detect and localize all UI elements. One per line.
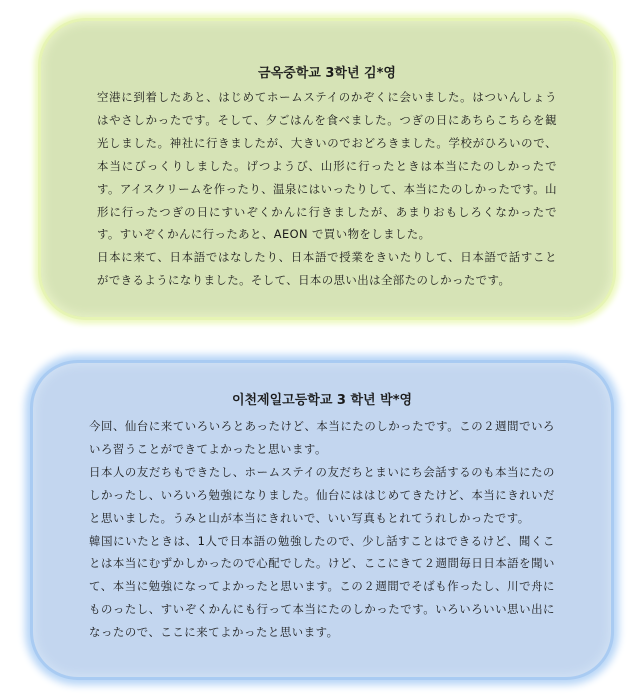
card-title: 금옥중학교 3학년 김*영 — [258, 66, 396, 81]
student-card-kim — [38, 18, 616, 320]
card-title: 이천제일고등학교 3 학년 박*영 — [231, 393, 413, 408]
card-paragraph: 日本人の友だちもできたし、ホームステイの友だちとまいにち会話するのも本当にたのしかったし、いろいろ勉強になりました。仙台にははじめてきたけど、本当にきれいだと思いました。うみと山が本当にきれいで、いい写真もとれてうれしかったです。 — [89, 464, 555, 525]
card-paragraph: 今回、仙台に来ていろいろとあったけど、本当にたのしかったです。この２週間でいろいろ習うことができてよかったと思います。 — [89, 419, 555, 456]
student-card-park — [30, 360, 614, 680]
card-paragraph: 日本に来て、日本語ではなしたり、日本語で授業をきいたりして、日本語で話すことができるようになりました。そして、日本の思い出は全部たのしかったです。 — [97, 250, 557, 288]
card-paragraph: 韓国にいたときは、1人で日本語の勉強したので、少し話すことはできるけど、聞くことは本当にむずかしかったので心配でした。けど、ここにきて２週間毎日日本語を聞いて、本当に勉強になってよかったと思います。この２週間でそばも作ったし、川で舟にものったし、すいぞくかんにも行って本当にたのしかったです。いろいろいい思い出になったので、ここに来てよかったと思います。 — [89, 533, 555, 640]
card-paragraph: 空港に到着したあと、はじめてホームステイのかぞくに会いました。はついんしょうはやさしかったです。そして、夕ごはんを食べました。つぎの日にあちらこちらを観光しました。神社に行きましたが、大きいのでおどろきました。学校がひろいので、本当にびっくりしました。げつようび、山形に行ったときは本当にたのしかったです。アイスクリームを作ったり、温泉にはいったりして、本当にたのしかったです。山形に行ったつぎの日にすいぞくかんに行きましたが、あまりおもしろくなかったです。すいぞくかんに行ったあと、AEON で買い物をしました。 — [97, 90, 557, 242]
